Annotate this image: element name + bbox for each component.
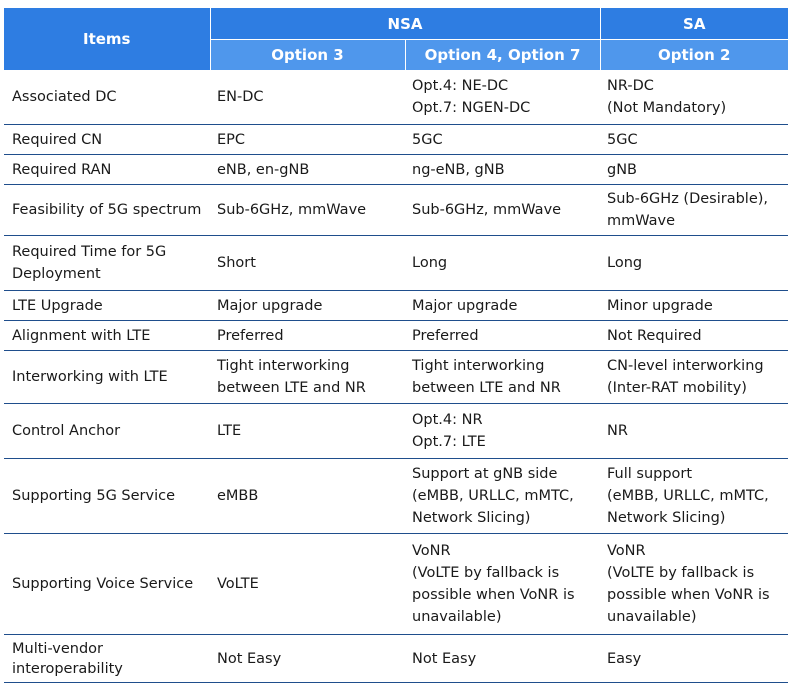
cell-text-line: 5GC: [412, 131, 443, 148]
cell-text-line: Control Anchor: [12, 423, 121, 439]
cell-option-4-7: [405, 155, 600, 185]
cell-text-line: Opt.4: NR: [412, 412, 483, 428]
table-row: [4, 534, 788, 635]
cell-text-line: ng-eNB, gNB: [412, 161, 505, 178]
cell-text-line: Alignment with LTE: [12, 327, 151, 344]
nsa-sa-comparison-table: [4, 8, 788, 683]
cell-text-line: Tight interworking: [217, 358, 350, 374]
cell-text-line: Opt.7: LTE: [412, 434, 486, 450]
header-option-4-7: Option 4, Option 7: [405, 40, 600, 71]
cell-option-2: [600, 459, 788, 534]
cell-option-2: [600, 125, 788, 155]
cell-text-line: CN-level interworking: [607, 358, 764, 374]
row-label: [4, 125, 210, 155]
cell-text-line: Opt.4: NE-DC: [412, 78, 509, 94]
cell-text-line: NR-DC: [607, 78, 654, 94]
cell-text-line: (eMBB, URLLC, mMTC,: [412, 488, 574, 504]
cell-text-line: unavailable): [607, 609, 697, 625]
cell-text-line: Short: [217, 255, 256, 271]
row-label: [4, 291, 210, 321]
cell-text-line: Required Time for 5G: [12, 244, 167, 260]
cell-text-line: VoLTE: [217, 576, 259, 592]
cell-option-4-7: [405, 185, 600, 236]
table-row: [4, 351, 788, 404]
cell-text-line: possible when VoNR is: [412, 587, 575, 603]
cell-text-line: Associated DC: [12, 89, 117, 105]
cell-text-line: Required RAN: [12, 161, 112, 178]
table-row: [4, 70, 788, 125]
row-label: [4, 155, 210, 185]
cell-text-line: Preferred: [217, 327, 284, 344]
header-option-2: Option 2: [600, 40, 788, 71]
cell-text-line: possible when VoNR is: [607, 587, 770, 603]
cell-text-line: 5GC: [607, 131, 638, 148]
cell-option-2: [600, 291, 788, 321]
table-body: [4, 70, 788, 683]
cell-text-line: between LTE and NR: [217, 380, 366, 396]
cell-text-line: Supporting Voice Service: [12, 576, 194, 592]
cell-text-line: Network Slicing): [412, 510, 531, 526]
table-row: [4, 236, 788, 291]
cell-option-2: [600, 236, 788, 291]
cell-text-line: gNB: [607, 161, 637, 178]
cell-text-line: Minor upgrade: [607, 297, 713, 314]
row-label: [4, 70, 210, 125]
cell-option-4-7: [405, 351, 600, 404]
cell-text-line: NR: [607, 423, 628, 439]
cell-text-line: VoNR: [412, 543, 451, 559]
header-sa: SA: [600, 8, 788, 40]
cell-text-line: Feasibility of 5G spectrum: [12, 202, 202, 218]
table-row: [4, 635, 788, 683]
cell-text-line: mmWave: [607, 213, 676, 229]
table-row: [4, 321, 788, 351]
row-label: [4, 635, 210, 683]
cell-text-line: Supporting 5G Service: [12, 488, 176, 504]
cell-text-line: eNB, en-gNB: [217, 161, 310, 178]
cell-text-line: EN-DC: [217, 89, 264, 105]
row-label: [4, 534, 210, 635]
cell-text-line: Tight interworking: [412, 358, 545, 374]
comparison-table-container: [4, 8, 788, 683]
row-label: [4, 351, 210, 404]
cell-text-line: Full support: [607, 466, 693, 482]
cell-option-2: [600, 351, 788, 404]
cell-option-2: [600, 70, 788, 125]
cell-option-4-7: [405, 635, 600, 683]
cell-option-2: [600, 155, 788, 185]
cell-text-line: Not Easy: [412, 650, 477, 667]
cell-option-4-7: [405, 291, 600, 321]
table-row: [4, 291, 788, 321]
table-row: [4, 404, 788, 459]
cell-text-line: VoNR: [607, 543, 646, 559]
header-items: Items: [4, 8, 210, 70]
table-row: [4, 125, 788, 155]
header-option-3: Option 3: [210, 40, 405, 71]
cell-text-line: Support at gNB side: [412, 466, 558, 482]
cell-text-line: Easy: [607, 650, 642, 667]
cell-text-line: Long: [412, 255, 448, 271]
cell-option-2: [600, 404, 788, 459]
cell-option-3: [210, 236, 405, 291]
cell-option-3: [210, 125, 405, 155]
cell-option-4-7: [405, 459, 600, 534]
row-label: [4, 404, 210, 459]
cell-option-2: [600, 321, 788, 351]
row-label: [4, 321, 210, 351]
cell-option-3: [210, 459, 405, 534]
cell-option-3: [210, 70, 405, 125]
cell-text-line: Sub-6GHz (Desirable),: [607, 191, 769, 207]
cell-option-4-7: [405, 125, 600, 155]
cell-option-3: [210, 534, 405, 635]
table-row: [4, 459, 788, 534]
cell-text-line: Preferred: [412, 327, 479, 344]
header-nsa: NSA: [210, 8, 600, 40]
cell-text-line: (Inter-RAT mobility): [607, 380, 747, 396]
row-label: [4, 185, 210, 236]
cell-option-3: [210, 635, 405, 683]
cell-text-line: Long: [607, 255, 643, 271]
cell-text-line: (eMBB, URLLC, mMTC,: [607, 488, 769, 504]
cell-text-line: Required CN: [12, 131, 103, 148]
cell-text-line: Major upgrade: [412, 297, 518, 314]
cell-text-line: interoperability: [12, 660, 123, 677]
cell-option-4-7: [405, 236, 600, 291]
cell-option-4-7: [405, 534, 600, 635]
cell-text-line: between LTE and NR: [412, 380, 561, 396]
cell-text-line: Multi-vendor: [12, 640, 104, 657]
cell-text-line: Deployment: [12, 266, 101, 282]
cell-option-2: [600, 635, 788, 683]
cell-option-3: [210, 321, 405, 351]
cell-option-2: [600, 185, 788, 236]
cell-option-3: [210, 351, 405, 404]
row-label: [4, 459, 210, 534]
cell-option-4-7: [405, 404, 600, 459]
cell-text-line: Not Easy: [217, 650, 282, 667]
cell-text-line: EPC: [217, 131, 246, 148]
table-row: [4, 155, 788, 185]
cell-option-3: [210, 291, 405, 321]
cell-text-line: Major upgrade: [217, 297, 323, 314]
cell-option-3: [210, 155, 405, 185]
table-row: [4, 185, 788, 236]
cell-option-3: [210, 404, 405, 459]
cell-option-2: [600, 534, 788, 635]
cell-option-4-7: [405, 70, 600, 125]
cell-option-3: [210, 185, 405, 236]
cell-option-4-7: [405, 321, 600, 351]
cell-text-line: (VoLTE by fallback is: [607, 565, 755, 581]
cell-text-line: Opt.7: NGEN-DC: [412, 100, 531, 116]
table-header: [4, 8, 788, 70]
cell-text-line: (Not Mandatory): [607, 100, 727, 116]
cell-text-line: unavailable): [412, 609, 502, 625]
cell-text-line: LTE Upgrade: [12, 297, 103, 314]
cell-text-line: Sub-6GHz, mmWave: [217, 202, 367, 218]
row-label: [4, 236, 210, 291]
cell-text-line: Sub-6GHz, mmWave: [412, 202, 562, 218]
cell-text-line: Not Required: [607, 327, 702, 344]
cell-text-line: Interworking with LTE: [12, 369, 168, 385]
cell-text-line: Network Slicing): [607, 510, 726, 526]
cell-text-line: LTE: [217, 423, 242, 439]
cell-text-line: (VoLTE by fallback is: [412, 565, 560, 581]
cell-text-line: eMBB: [217, 488, 259, 504]
